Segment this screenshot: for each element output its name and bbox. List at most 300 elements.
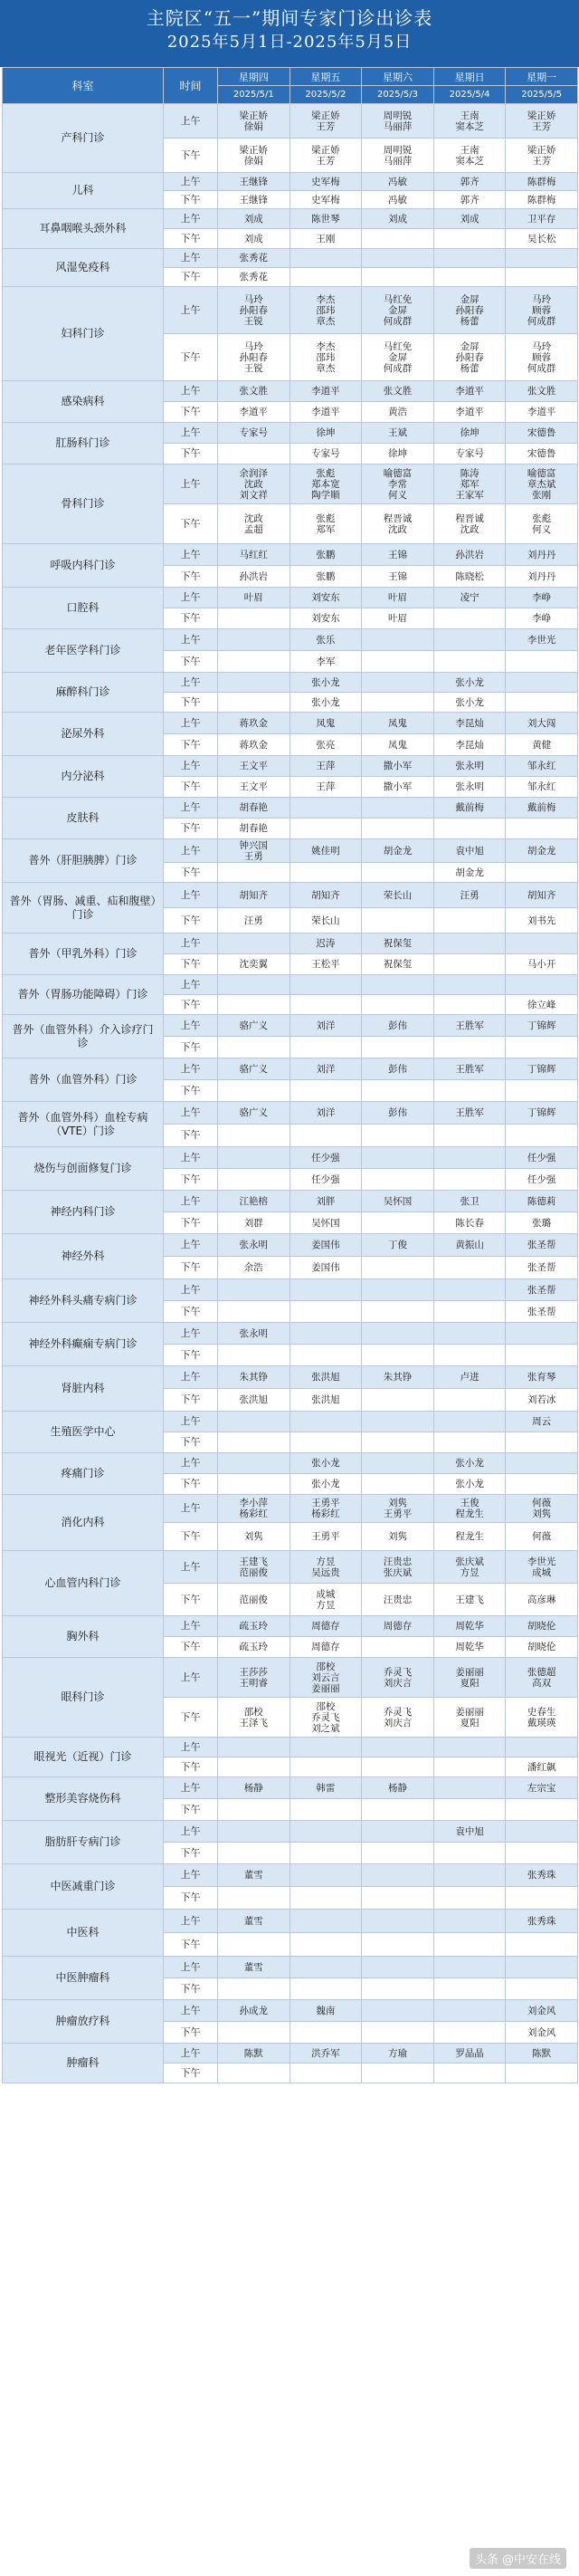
session-time: 下午 [164, 1978, 218, 2000]
doctor-names: 胡春艳 [239, 802, 269, 813]
doctor-cell [218, 1147, 290, 1169]
doctor-names: 董雪 [243, 1915, 263, 1927]
doctor-names: 姚佳明 [311, 845, 340, 857]
doctor-cell [362, 268, 434, 287]
table-row [3, 673, 578, 693]
doctor-names: 陈晓松 [455, 570, 484, 582]
doctor-names: 金屏 孙阳春 杨蕾 [455, 340, 484, 374]
doctor-names: 张秀花 [239, 272, 269, 282]
session-time: 上午 [164, 798, 218, 819]
doctor-cell [506, 1551, 578, 1584]
session-time: 上午 [164, 839, 218, 863]
doctor-cell [218, 1616, 290, 1637]
department-name: 儿科 [3, 173, 164, 209]
doctor-cell [506, 1037, 578, 1058]
doctor-names: 专家号 [455, 448, 484, 459]
table-row [3, 798, 578, 819]
doctor-cell [506, 1212, 578, 1234]
doctor-names: 汪勇 [243, 915, 263, 926]
doctor-cell [290, 1738, 362, 1757]
department-name: 神经内科门诊 [3, 1191, 164, 1234]
table-row [3, 1658, 578, 1698]
doctor-cell [433, 1777, 506, 1799]
doctor-names: 陈群梅 [527, 176, 556, 187]
doctor-names: 董雪 [243, 1870, 263, 1881]
doctor-cell [290, 1366, 362, 1389]
session-time: 上午 [164, 287, 218, 334]
doctor-cell [290, 1799, 362, 1821]
doctor-names: 任少强 [527, 1152, 556, 1164]
doctor-cell [218, 1843, 290, 1864]
department-name: 神经外科头痛专病门诊 [3, 1279, 164, 1323]
department-name: 风湿免疫科 [3, 249, 164, 287]
doctor-names: 祝保玺 [383, 938, 413, 949]
doctor-names: 凤鬼 [316, 717, 336, 729]
doctor-names: 邵校 刘云言 姜丽丽 [311, 1661, 340, 1694]
doctor-cell [506, 566, 578, 588]
doctor-cell [218, 1957, 290, 1978]
doctor-names: 张文胜 [383, 386, 413, 397]
doctor-names: 余润泽 沈政 刘文祥 [239, 467, 269, 501]
table-row [3, 464, 578, 504]
doctor-cell [218, 1799, 290, 1821]
doctor-cell [290, 1933, 362, 1957]
session-time: 上午 [164, 104, 218, 139]
department-name: 骨科门诊 [3, 464, 164, 544]
doctor-cell [290, 1584, 362, 1616]
doctor-names: 张圣帮 [527, 1240, 556, 1250]
session-time: 下午 [164, 1757, 218, 1777]
doctor-names: 张小龙 [311, 1479, 340, 1489]
doctor-names: 戴前梅 [527, 802, 556, 813]
date-header: 2025/5/4 [433, 86, 506, 104]
doctor-cell [506, 777, 578, 798]
doctor-cell [218, 1933, 290, 1957]
session-time: 上午 [164, 1015, 218, 1037]
doctor-cell [506, 1453, 578, 1474]
doctor-names: 周明锐 马丽萍 [383, 110, 413, 132]
doctor-cell [218, 1301, 290, 1323]
doctor-names: 刘若冰 [527, 1394, 556, 1405]
doctor-names: 郭齐 [460, 194, 479, 206]
doctor-cell [290, 1474, 362, 1495]
doctor-cell [362, 608, 434, 629]
doctor-names: 王俊 程龙生 [455, 1498, 484, 1519]
doctor-cell [290, 693, 362, 713]
doctor-cell [218, 1698, 290, 1738]
doctor-cell [433, 1474, 506, 1495]
doctor-cell [362, 566, 434, 588]
doctor-cell [506, 1637, 578, 1658]
doctor-cell [362, 954, 434, 975]
time-column-header: 时间 [164, 68, 218, 104]
doctor-cell [506, 819, 578, 839]
doctor-names: 张小龙 [311, 1458, 340, 1469]
session-time: 下午 [164, 2064, 218, 2083]
doctor-names: 任少强 [311, 1173, 340, 1185]
doctor-names: 王胜军 [455, 1020, 484, 1031]
doctor-cell [362, 173, 434, 191]
doctor-cell [433, 1080, 506, 1102]
doctor-names: 喻德富 李常 何义 [383, 467, 413, 501]
doctor-cell [218, 1279, 290, 1301]
doctor-cell [433, 1698, 506, 1738]
doctor-names: 刘大闯 [527, 717, 556, 729]
doctor-cell [433, 954, 506, 975]
table-row [3, 1616, 578, 1637]
session-time: 下午 [164, 608, 218, 629]
session-time: 下午 [164, 1523, 218, 1551]
doctor-cell [506, 798, 578, 819]
doctor-names: 张圣帮 [527, 1306, 556, 1317]
doctor-cell [218, 464, 290, 504]
doctor-cell [362, 908, 434, 934]
doctor-cell [290, 566, 362, 588]
session-time: 下午 [164, 1933, 218, 1957]
doctor-cell [218, 1125, 290, 1147]
department-name: 疼痛门诊 [3, 1453, 164, 1495]
doctor-names: 马红免 金屏 何成群 [383, 340, 413, 374]
doctor-cell [506, 1125, 578, 1147]
doctor-names: 疏玉玲 [239, 1642, 269, 1652]
department-name: 普外（肝胆胰脾）门诊 [3, 839, 164, 883]
session-time: 下午 [164, 1301, 218, 1323]
doctor-cell [506, 1978, 578, 2000]
doctor-cell [290, 934, 362, 954]
department-name: 中医肿瘤科 [3, 1957, 164, 2000]
doctor-cell [433, 268, 506, 287]
doctor-cell [218, 629, 290, 651]
doctor-cell [433, 1323, 506, 1345]
doctor-names: 梁正娇 徐娟 [239, 144, 269, 167]
department-name: 呼吸内科门诊 [3, 544, 164, 588]
doctor-names: 刘胖 [316, 1195, 336, 1207]
doctor-names: 李昆灿 [455, 717, 484, 729]
doctor-cell [218, 1169, 290, 1191]
doctor-cell [362, 1432, 434, 1453]
doctor-cell [433, 1345, 506, 1366]
doctor-names: 张秀珠 [527, 1870, 556, 1881]
doctor-names: 蒋玖金 [239, 717, 269, 729]
doctor-cell [506, 1757, 578, 1777]
session-time: 上午 [164, 629, 218, 651]
doctor-cell [290, 734, 362, 756]
table-row [3, 934, 578, 954]
doctor-cell [290, 1037, 362, 1058]
doctor-cell [218, 1777, 290, 1799]
session-time: 下午 [164, 777, 218, 798]
doctor-cell [290, 1102, 362, 1125]
doctor-cell [362, 629, 434, 651]
doctor-cell [218, 1864, 290, 1887]
doctor-names: 周明锐 马丽萍 [383, 144, 413, 167]
doctor-cell [506, 1191, 578, 1212]
doctor-cell [506, 423, 578, 444]
doctor-cell [506, 713, 578, 734]
doctor-cell [506, 1887, 578, 1910]
doctor-names: 洪乔军 [311, 2047, 340, 2059]
doctor-cell [362, 819, 434, 839]
session-time: 下午 [164, 504, 218, 544]
doctor-cell [506, 2044, 578, 2064]
doctor-cell [362, 1821, 434, 1843]
doctor-names: 徐坤 [316, 427, 336, 438]
doctor-cell [362, 1453, 434, 1474]
department-name: 普外（血管外科）介入诊疗门诊 [3, 1015, 164, 1058]
doctor-names: 何薇 刘隽 [532, 1498, 552, 1519]
doctor-cell [362, 1523, 434, 1551]
doctor-cell [218, 1234, 290, 1257]
doctor-cell [218, 1757, 290, 1777]
doctor-cell [433, 1102, 506, 1125]
doctor-cell [506, 287, 578, 334]
doctor-names: 任少强 [527, 1173, 556, 1185]
doctor-cell [362, 693, 434, 713]
weekday-header: 星期五 [290, 68, 362, 86]
doctor-cell [218, 954, 290, 975]
doctor-cell [290, 268, 362, 287]
doctor-cell [218, 1887, 290, 1910]
doctor-cell [362, 209, 434, 229]
doctor-names: 陈默 [532, 2047, 552, 2059]
doctor-cell [433, 1843, 506, 1864]
department-name: 妇科门诊 [3, 287, 164, 381]
doctor-names: 刘成 [243, 213, 263, 225]
doctor-names: 朱其铮 [239, 1372, 269, 1383]
doctor-cell [290, 2000, 362, 2022]
table-row [3, 423, 578, 444]
doctor-cell [506, 229, 578, 249]
session-time: 下午 [164, 1584, 218, 1616]
doctor-names: 吴怀国 [383, 1195, 413, 1207]
doctor-names: 王南 窦本芝 [455, 110, 484, 132]
doctor-cell [506, 173, 578, 191]
doctor-cell [362, 1191, 434, 1212]
doctor-cell [290, 1616, 362, 1637]
session-time: 下午 [164, 444, 218, 464]
doctor-cell [506, 1323, 578, 1345]
doctor-cell [433, 1301, 506, 1323]
table-row [3, 1366, 578, 1389]
session-time: 下午 [164, 651, 218, 673]
table-row [3, 1821, 578, 1843]
doctor-cell [506, 651, 578, 673]
doctor-names: 成城 方昱 [316, 1588, 336, 1611]
doctor-cell [506, 1257, 578, 1279]
doctor-names: 刘丹丹 [527, 549, 556, 560]
doctor-cell [433, 1279, 506, 1301]
doctor-names: 撒小军 [383, 781, 413, 792]
weekday-header: 星期四 [218, 68, 290, 86]
session-time: 上午 [164, 423, 218, 444]
department-name: 内分泌科 [3, 756, 164, 798]
doctor-cell [290, 1125, 362, 1147]
doctor-cell [218, 777, 290, 798]
doctor-names: 王勇平 [311, 1531, 340, 1542]
table-row [3, 104, 578, 139]
doctor-cell [362, 673, 434, 693]
doctor-names: 方昱 吴远贵 [311, 1556, 340, 1578]
doctor-cell [433, 1910, 506, 1933]
table-row [3, 209, 578, 229]
doctor-cell [218, 713, 290, 734]
doctor-names: 祝保玺 [383, 959, 413, 970]
doctor-names: 张卫 [460, 1195, 479, 1207]
doctor-names: 凌宁 [460, 592, 479, 603]
table-row [3, 883, 578, 908]
doctor-cell [362, 1910, 434, 1933]
doctor-names: 周德存 [311, 1621, 340, 1632]
schedule-subtitle: 2025年5月1日-2025年5月5日 [166, 33, 413, 52]
doctor-names: 王刚 [316, 233, 336, 244]
doctor-cell [433, 504, 506, 544]
session-time: 上午 [164, 975, 218, 995]
session-time: 下午 [164, 734, 218, 756]
doctor-cell [218, 334, 290, 381]
doctor-names: 徐坤 [460, 427, 479, 438]
doctor-cell [506, 1102, 578, 1125]
doctor-cell [433, 1125, 506, 1147]
doctor-cell [218, 1453, 290, 1474]
session-time: 下午 [164, 1432, 218, 1453]
doctor-cell [362, 995, 434, 1015]
doctor-cell [362, 2044, 434, 2064]
session-time: 上午 [164, 464, 218, 504]
doctor-cell [218, 249, 290, 268]
doctor-cell [433, 229, 506, 249]
department-name: 肿瘤放疗科 [3, 2000, 164, 2044]
session-time: 上午 [164, 1910, 218, 1933]
doctor-cell [218, 1821, 290, 1843]
doctor-cell [218, 1910, 290, 1933]
doctor-cell [506, 268, 578, 287]
doctor-cell [506, 588, 578, 608]
table-row [3, 287, 578, 334]
table-row [3, 1147, 578, 1169]
session-time: 上午 [164, 1058, 218, 1080]
doctor-cell [290, 2022, 362, 2044]
session-time: 下午 [164, 1125, 218, 1147]
session-time: 上午 [164, 1616, 218, 1637]
doctor-cell [433, 1389, 506, 1412]
session-time: 上午 [164, 1864, 218, 1887]
doctor-cell [362, 1058, 434, 1080]
session-time: 上午 [164, 2000, 218, 2022]
doctor-names: 黄浩 [387, 407, 407, 417]
doctor-cell [362, 1366, 434, 1389]
doctor-cell [362, 1301, 434, 1323]
doctor-cell [433, 839, 506, 863]
date-header: 2025/5/1 [218, 86, 290, 104]
doctor-cell [290, 1301, 362, 1323]
doctor-names: 张文胜 [239, 386, 269, 397]
doctor-cell [433, 139, 506, 173]
doctor-cell [362, 1698, 434, 1738]
doctor-names: 胡春艳 [239, 823, 269, 834]
session-time: 上午 [164, 1777, 218, 1799]
doctor-cell [362, 1864, 434, 1887]
doctor-cell [506, 1698, 578, 1738]
doctor-names: 钟兴国 王勇 [239, 839, 269, 862]
doctor-cell [218, 1412, 290, 1432]
doctor-names: 程龙生 [455, 1531, 484, 1542]
date-header: 2025/5/5 [506, 86, 578, 104]
session-time: 下午 [164, 995, 218, 1015]
session-time: 下午 [164, 1212, 218, 1234]
department-name: 眼视光（近视）门诊 [3, 1738, 164, 1777]
doctor-cell [506, 975, 578, 995]
doctor-names: 胡知齐 [311, 889, 340, 901]
doctor-names: 潘红飙 [527, 1761, 556, 1773]
doctor-names: 喻德富 章杰斌 张刚 [527, 467, 556, 501]
session-time: 上午 [164, 1412, 218, 1432]
doctor-cell [362, 1799, 434, 1821]
doctor-cell [290, 104, 362, 139]
doctor-cell [290, 1412, 362, 1432]
doctor-cell [290, 464, 362, 504]
doctor-cell [218, 1474, 290, 1495]
doctor-cell [433, 2022, 506, 2044]
session-time: 下午 [164, 1799, 218, 1821]
doctor-cell [290, 673, 362, 693]
doctor-cell [362, 1015, 434, 1037]
table-row [3, 249, 578, 268]
doctor-cell [362, 1257, 434, 1279]
doctor-names: 张彪 郑本宽 陶学顺 [311, 467, 340, 501]
doctor-cell [218, 1366, 290, 1389]
doctor-cell [433, 1551, 506, 1584]
doctor-cell [433, 883, 506, 908]
doctor-cell [506, 1523, 578, 1551]
doctor-cell [433, 693, 506, 713]
doctor-cell [218, 1584, 290, 1616]
doctor-cell [290, 1910, 362, 1933]
doctor-cell [433, 608, 506, 629]
doctor-cell [362, 1637, 434, 1658]
session-time: 下午 [164, 1080, 218, 1102]
doctor-names: 张圣帮 [527, 1262, 556, 1273]
doctor-names: 程晋诚 沈政 [383, 512, 413, 535]
doctor-cell [362, 1551, 434, 1584]
doctor-cell [506, 1015, 578, 1037]
doctor-cell [290, 883, 362, 908]
doctor-names: 吴长松 [527, 233, 556, 244]
doctor-cell [506, 1957, 578, 1978]
doctor-cell [290, 1345, 362, 1366]
doctor-cell [362, 1616, 434, 1637]
doctor-cell [218, 2044, 290, 2064]
table-row [3, 975, 578, 995]
doctor-cell [433, 588, 506, 608]
doctor-cell [506, 863, 578, 883]
doctor-names: 张小龙 [455, 696, 484, 708]
doctor-cell [506, 1738, 578, 1757]
doctor-cell [433, 1412, 506, 1432]
doctor-cell [433, 934, 506, 954]
doctor-cell [506, 2000, 578, 2022]
session-time: 上午 [164, 1495, 218, 1523]
department-name: 胸外科 [3, 1616, 164, 1658]
doctor-cell [218, 173, 290, 191]
department-name: 产科门诊 [3, 104, 164, 173]
doctor-cell [433, 756, 506, 777]
doctor-names: 凤鬼 [387, 717, 407, 729]
doctor-cell [290, 975, 362, 995]
doctor-cell [433, 1257, 506, 1279]
doctor-cell [362, 1757, 434, 1777]
doctor-cell [290, 819, 362, 839]
doctor-names: 刘洋 [316, 1063, 336, 1075]
